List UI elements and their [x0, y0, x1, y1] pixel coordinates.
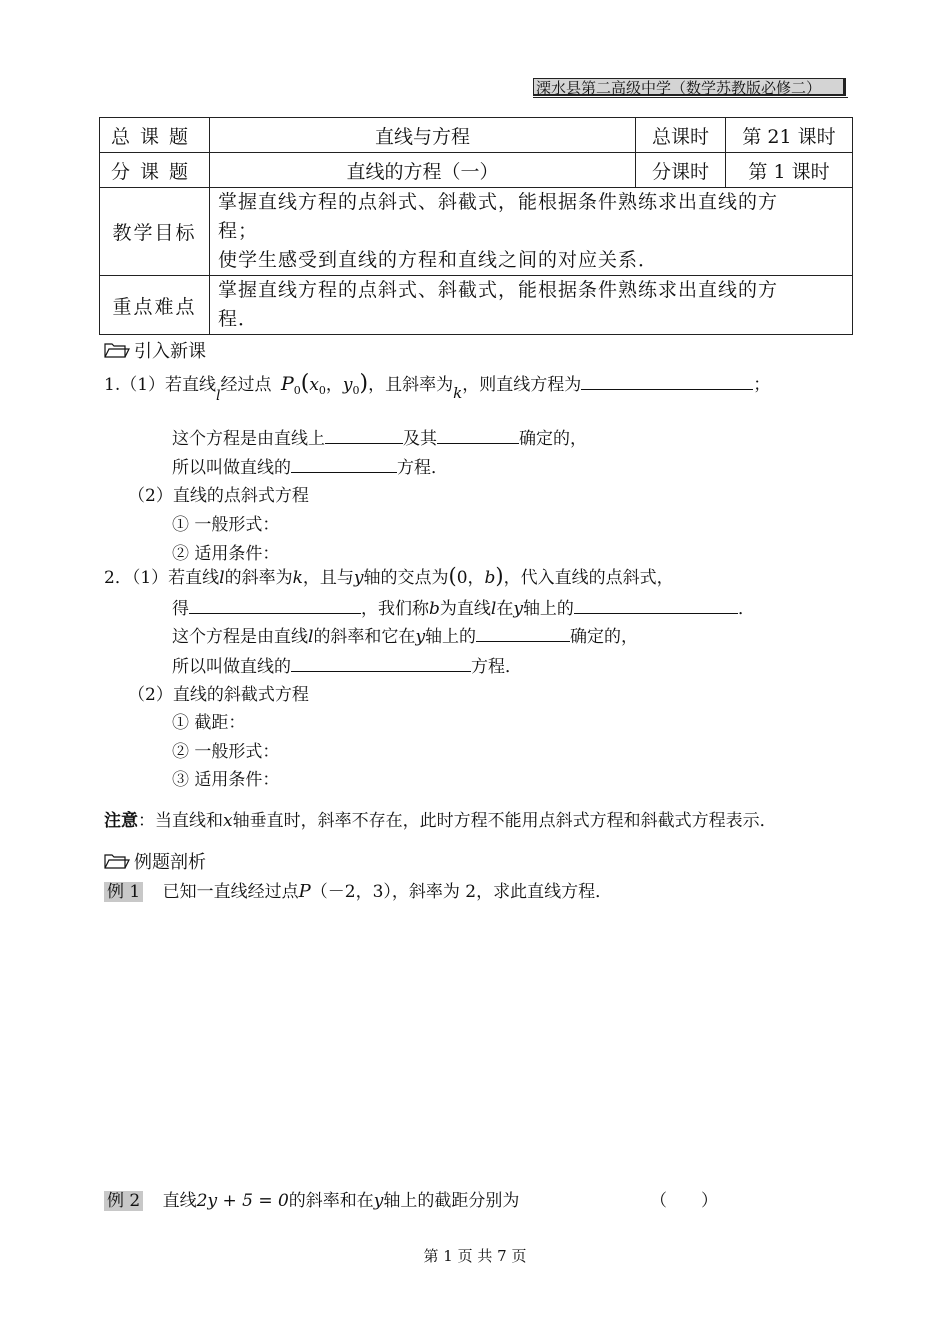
section-examples-title: 例题剖析 — [134, 852, 206, 873]
var-k: k — [453, 384, 463, 402]
q2-text: 为直线 — [439, 599, 491, 619]
q1-text: 及其 — [403, 429, 437, 449]
q2-text: 确定的， — [570, 627, 639, 647]
q1-text: ，且斜率为 — [368, 375, 454, 395]
q1-text: 这个方程是由直线上 — [172, 429, 325, 449]
var-y: y — [513, 599, 523, 619]
q1-text: 确定的， — [519, 429, 587, 449]
paren-open: ( — [300, 371, 310, 396]
answer-blank[interactable] — [437, 429, 519, 444]
key-points-line: 掌握直线方程的点斜式、斜截式，能根据条件熟练求出直线的方 — [218, 279, 779, 301]
header-rule — [533, 97, 848, 98]
sub-topic-label: 分课题 — [100, 153, 210, 188]
var-P: P — [280, 373, 294, 395]
note-text: 轴垂直时，斜率不存在，此时方程不能用点斜式方程和斜截式方程表示． — [232, 811, 777, 831]
q1-text: 经过点 — [220, 375, 272, 395]
answer-blank[interactable] — [476, 627, 570, 642]
var-y: y — [415, 627, 426, 647]
section-examples-heading — [104, 848, 206, 874]
note-label: 注意 — [104, 811, 138, 831]
example-1 — [104, 877, 612, 902]
q2-item2: ② 一般形式： — [172, 742, 280, 762]
subscript-0: 0 — [293, 384, 301, 397]
q1-text: 方程． — [397, 458, 448, 478]
q2-text: 2．（1）若直线 — [104, 568, 220, 588]
var-b: b — [484, 568, 496, 588]
section-intro-heading — [104, 337, 206, 363]
answer-blank[interactable] — [574, 599, 738, 614]
paren-close: ) — [495, 564, 504, 588]
q2-text: ，我们称 — [361, 599, 429, 619]
q1-line3 — [172, 453, 448, 478]
total-topic-label: 总课题 — [100, 118, 210, 153]
example-2-label: 例 2 — [104, 1191, 143, 1211]
q1-text: 1.（1）若直线 — [104, 375, 217, 395]
key-points-line: 程． — [218, 308, 259, 330]
example-1-text: （－2，3），斜率为 2，求此直线方程． — [310, 882, 613, 902]
q2-text: 在 — [496, 599, 514, 619]
q2-text: ，且与 — [302, 568, 354, 588]
subscript-0: 0 — [318, 384, 326, 397]
q2-part2: （2）直线的斜截式方程 — [128, 685, 309, 705]
section-intro-title: 引入新课 — [134, 341, 206, 362]
q1-text: 所以叫做直线的 — [172, 458, 291, 478]
example-1-label: 例 1 — [104, 882, 143, 902]
total-topic-value: 直线与方程 — [210, 118, 636, 153]
lesson-info-table — [99, 117, 853, 335]
q1-line2 — [172, 424, 587, 449]
q2-line3 — [172, 622, 638, 647]
sub-topic-value: 直线的方程（一） — [210, 153, 636, 188]
var-y: y — [373, 1191, 384, 1211]
var-l: l — [308, 627, 314, 647]
q2-text: 得 — [172, 599, 189, 619]
var-x: x — [223, 811, 233, 831]
total-period-label: 总课时 — [636, 118, 726, 153]
q1-part2: （2）直线的点斜式方程 — [128, 486, 309, 506]
point-zero: 0 — [456, 568, 468, 588]
example-2 — [104, 1186, 519, 1211]
objectives-content — [210, 188, 853, 276]
note-line — [104, 806, 777, 831]
comma: ， — [325, 375, 343, 395]
q2-text: 这个方程是由直线 — [172, 627, 308, 647]
q1-item2: ② 适用条件： — [172, 544, 280, 564]
q2-text: 轴上的 — [522, 599, 574, 619]
answer-blank[interactable] — [291, 657, 471, 672]
equation: 2y + 5 = 0 — [196, 1191, 289, 1211]
table-row — [100, 276, 853, 335]
var-x: x — [309, 375, 319, 395]
q1-text: ，则直线方程为 — [462, 375, 582, 395]
page-footer: 第 1 页 共 7 页 — [423, 1247, 527, 1265]
objectives-line: 程； — [218, 220, 259, 242]
q2-text: 轴上的 — [425, 627, 477, 647]
q1-item1: ① 一般形式： — [172, 515, 280, 535]
folder-icon — [104, 852, 130, 870]
table-row — [100, 188, 853, 276]
paren-close: ) — [359, 371, 369, 396]
example-1-text: 已知一直线经过点 — [162, 882, 299, 902]
answer-blank[interactable] — [581, 375, 753, 390]
answer-blank[interactable] — [291, 458, 397, 473]
var-k: k — [292, 568, 303, 588]
answer-blank[interactable] — [189, 599, 361, 614]
q2-text: 方程． — [471, 657, 522, 677]
example-2-text: 的斜率和在 — [288, 1191, 374, 1211]
q2-line2 — [172, 594, 755, 619]
paren-open: ( — [448, 564, 457, 588]
table-row — [100, 153, 853, 188]
q2-item3: ③ 适用条件： — [172, 770, 280, 790]
key-points-content — [210, 276, 853, 335]
var-y: y — [353, 568, 364, 588]
var-l: l — [216, 388, 221, 404]
folder-icon — [104, 341, 130, 359]
q2-line1 — [104, 563, 674, 588]
objectives-line: 使学生感受到直线的方程和直线之间的对应关系． — [218, 249, 659, 271]
q2-line4 — [172, 652, 522, 677]
var-y: y — [342, 375, 353, 395]
objectives-label: 教学目标 — [100, 188, 210, 276]
q2-text: 的斜率为 — [224, 568, 293, 588]
q2-text: 的斜率和它在 — [313, 627, 416, 647]
objectives-line: 掌握直线方程的点斜式、斜截式，能根据条件熟练求出直线的方 — [218, 191, 779, 213]
q2-text: 所以叫做直线的 — [172, 657, 291, 677]
header-school-tag: 溧水县第二高级中学（数学苏教版必修二） — [533, 78, 846, 96]
sub-period-label: 分课时 — [636, 153, 726, 188]
answer-blank[interactable] — [325, 429, 403, 444]
note-text: ：当直线和 — [138, 811, 223, 831]
example-2-text: 直线 — [162, 1191, 197, 1211]
q2-text: ，代入直线的点斜式， — [503, 568, 674, 588]
var-b: b — [429, 599, 440, 619]
total-period-value: 第 21 课时 — [726, 118, 853, 153]
var-l: l — [219, 568, 225, 588]
answer-parens[interactable]: （ ） — [650, 1191, 718, 1211]
subscript-0: 0 — [352, 384, 360, 397]
q2-text: 轴的交点为 — [363, 568, 449, 588]
var-l: l — [490, 599, 497, 619]
comma: ， — [467, 568, 485, 588]
q1-line1 — [104, 370, 770, 404]
q1-text: ； — [753, 375, 771, 395]
table-row — [100, 118, 853, 153]
var-P: P — [298, 881, 311, 902]
key-points-label: 重点难点 — [100, 276, 210, 335]
q2-item1: ① 截距： — [172, 713, 246, 733]
sub-period-value: 第 1 课时 — [726, 153, 853, 188]
q2-text: ． — [737, 599, 755, 619]
example-2-text: 轴上的截距分别为 — [383, 1191, 520, 1211]
